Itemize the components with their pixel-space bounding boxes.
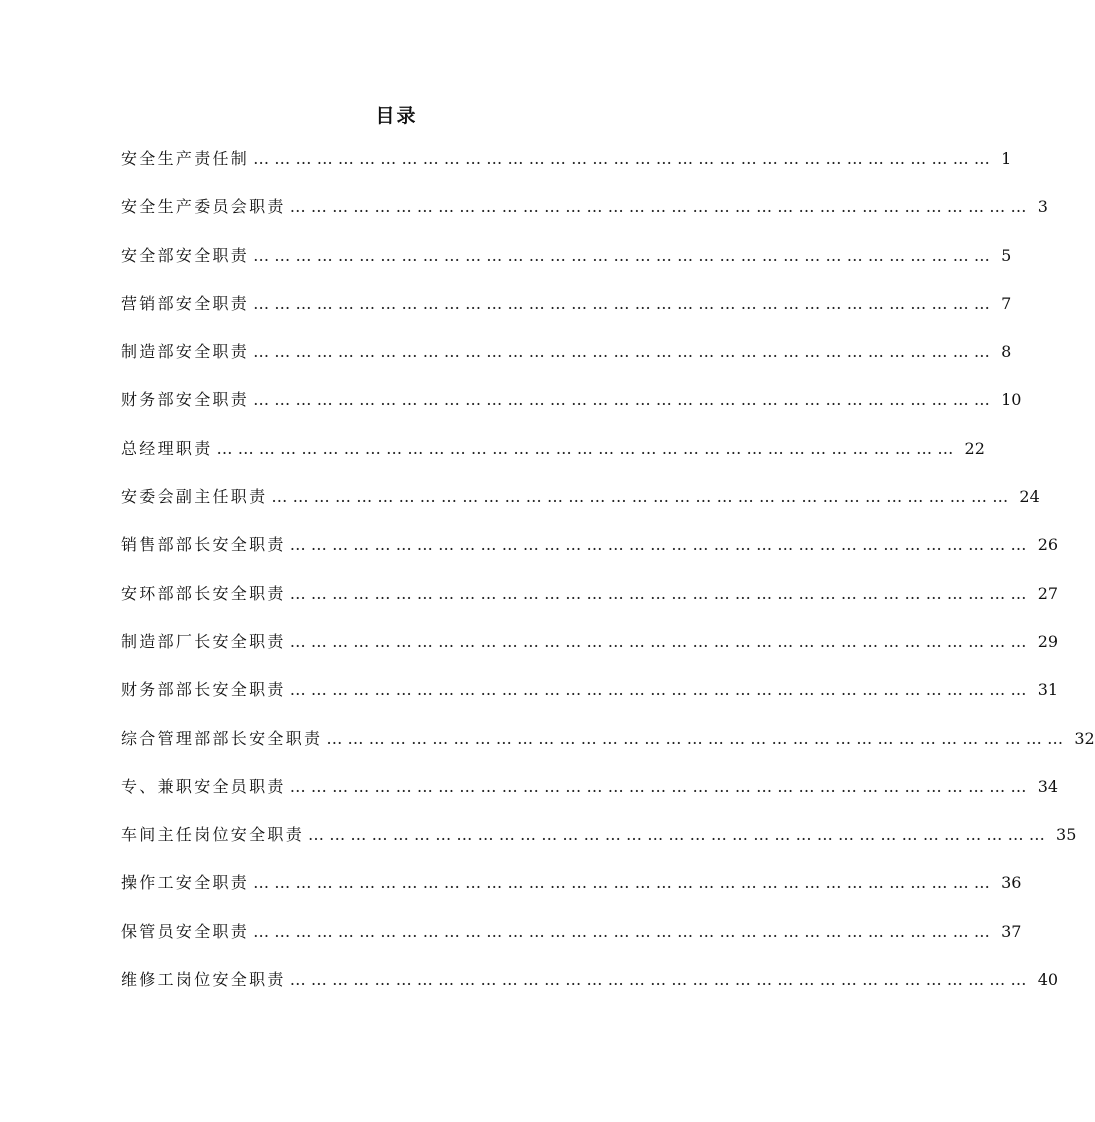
toc-entry-label: 财务部安全职责 bbox=[121, 390, 250, 410]
toc-entry-page: 10 bbox=[1001, 390, 1022, 410]
toc-entry[interactable] bbox=[121, 629, 1059, 677]
toc-dot-leader: …………………………………………………………………………………………… bbox=[253, 390, 996, 410]
toc-dot-leader: …………………………………………………………………………………………… bbox=[253, 245, 996, 265]
toc-dot-leader: …………………………………………………………………………………………… bbox=[289, 631, 1032, 651]
toc-entry-page: 7 bbox=[1001, 293, 1012, 313]
toc-entry[interactable] bbox=[121, 967, 1059, 1015]
toc-entry-page: 5 bbox=[1001, 245, 1012, 265]
toc-entry[interactable] bbox=[121, 146, 1012, 194]
toc-dot-leader: …………………………………………………………………………………………… bbox=[253, 149, 996, 168]
toc-entry-label: 维修工岗位安全职责 bbox=[121, 970, 286, 990]
toc-entry-label: 车间主任岗位安全职责 bbox=[121, 825, 305, 845]
toc-entry[interactable] bbox=[121, 870, 1022, 918]
toc-entry-page: 40 bbox=[1037, 970, 1059, 990]
toc-entry-label: 营销部安全职责 bbox=[121, 293, 250, 313]
toc-entry-page: 8 bbox=[1001, 342, 1012, 362]
toc-entry-page: 36 bbox=[1001, 873, 1022, 893]
toc-entry[interactable] bbox=[121, 339, 1012, 387]
toc-entry[interactable] bbox=[121, 677, 1059, 725]
toc-entry-page: 22 bbox=[964, 438, 985, 458]
toc-entry-label: 财务部部长安全职责 bbox=[121, 680, 286, 700]
toc-entry-page: 3 bbox=[1037, 197, 1048, 217]
toc-dot-leader: …………………………………………………………………………………………… bbox=[308, 825, 1051, 845]
toc-dot-leader: …………………………………………………………………………………………… bbox=[253, 293, 996, 313]
toc-entry[interactable] bbox=[121, 194, 1048, 242]
toc-entry[interactable] bbox=[121, 291, 1012, 339]
toc-entry-label: 安全生产委员会职责 bbox=[121, 197, 286, 217]
toc-entry[interactable] bbox=[121, 774, 1059, 822]
toc-dot-leader: …………………………………………………………………………………………… bbox=[289, 970, 1032, 990]
toc-entry-page: 1 bbox=[1001, 149, 1012, 168]
toc-entry-label: 安全部安全职责 bbox=[121, 245, 250, 265]
toc-dot-leader: …………………………………………………………………………………………… bbox=[289, 680, 1032, 700]
toc-entry[interactable] bbox=[121, 484, 1040, 532]
toc-dot-leader: …………………………………………………………………………………………… bbox=[253, 873, 996, 893]
toc-entry[interactable] bbox=[121, 581, 1059, 629]
toc-entry-label: 操作工安全职责 bbox=[121, 873, 250, 893]
toc-dot-leader: …………………………………………………………………………………………… bbox=[326, 728, 1069, 748]
toc-entry-page: 31 bbox=[1037, 680, 1059, 700]
toc-entry-label: 安环部部长安全职责 bbox=[121, 583, 286, 603]
toc-entry-page: 27 bbox=[1037, 583, 1059, 603]
toc-title: 目录 bbox=[375, 105, 418, 127]
toc-entry-label: 安全生产责任制 bbox=[121, 149, 250, 168]
toc-entry[interactable] bbox=[121, 436, 985, 484]
toc-entry-label: 制造部厂长安全职责 bbox=[121, 631, 286, 651]
toc-entry-label: 制造部安全职责 bbox=[121, 342, 250, 362]
toc-entry-label: 销售部部长安全职责 bbox=[121, 535, 286, 555]
toc-entry-label: 安委会副主任职责 bbox=[121, 487, 268, 507]
toc-dot-leader: …………………………………………………………………………………………… bbox=[289, 535, 1032, 555]
toc-entry-label: 综合管理部部长安全职责 bbox=[121, 728, 323, 748]
toc-entry-page: 24 bbox=[1019, 487, 1040, 507]
toc-entry-page: 34 bbox=[1037, 776, 1059, 796]
toc-entry-label: 专、兼职安全员职责 bbox=[121, 776, 286, 796]
toc-entry-label: 总经理职责 bbox=[121, 438, 213, 458]
toc-entry-page: 29 bbox=[1037, 631, 1059, 651]
toc-dot-leader: …………………………………………………………………………………………… bbox=[289, 776, 1032, 796]
toc-entry[interactable] bbox=[121, 243, 1012, 291]
toc-dot-leader: …………………………………………………………………………………………… bbox=[253, 921, 996, 941]
toc-entry-page: 35 bbox=[1056, 825, 1077, 845]
toc-dot-leader: …………………………………………………………………………………………… bbox=[289, 197, 1032, 217]
toc-entry-page: 37 bbox=[1001, 921, 1022, 941]
toc-entry[interactable] bbox=[121, 387, 1022, 435]
toc-dot-leader: …………………………………………………………………………………………… bbox=[289, 583, 1032, 603]
toc-dot-leader: …………………………………………………………………………………………… bbox=[271, 487, 1014, 507]
toc-entry-page: 32 bbox=[1074, 728, 1095, 748]
toc-entry[interactable] bbox=[121, 532, 1059, 580]
toc-entry[interactable] bbox=[121, 726, 1095, 774]
toc-dot-leader: …………………………………………………………………………………………… bbox=[253, 342, 996, 362]
toc-entry-page: 26 bbox=[1037, 535, 1059, 555]
toc-entry-label: 保管员安全职责 bbox=[121, 921, 250, 941]
toc-entry[interactable] bbox=[121, 822, 1077, 870]
toc-dot-leader: …………………………………………………………………………………………… bbox=[216, 438, 959, 458]
toc-list bbox=[121, 146, 1095, 1015]
toc-entry[interactable] bbox=[121, 919, 1022, 967]
